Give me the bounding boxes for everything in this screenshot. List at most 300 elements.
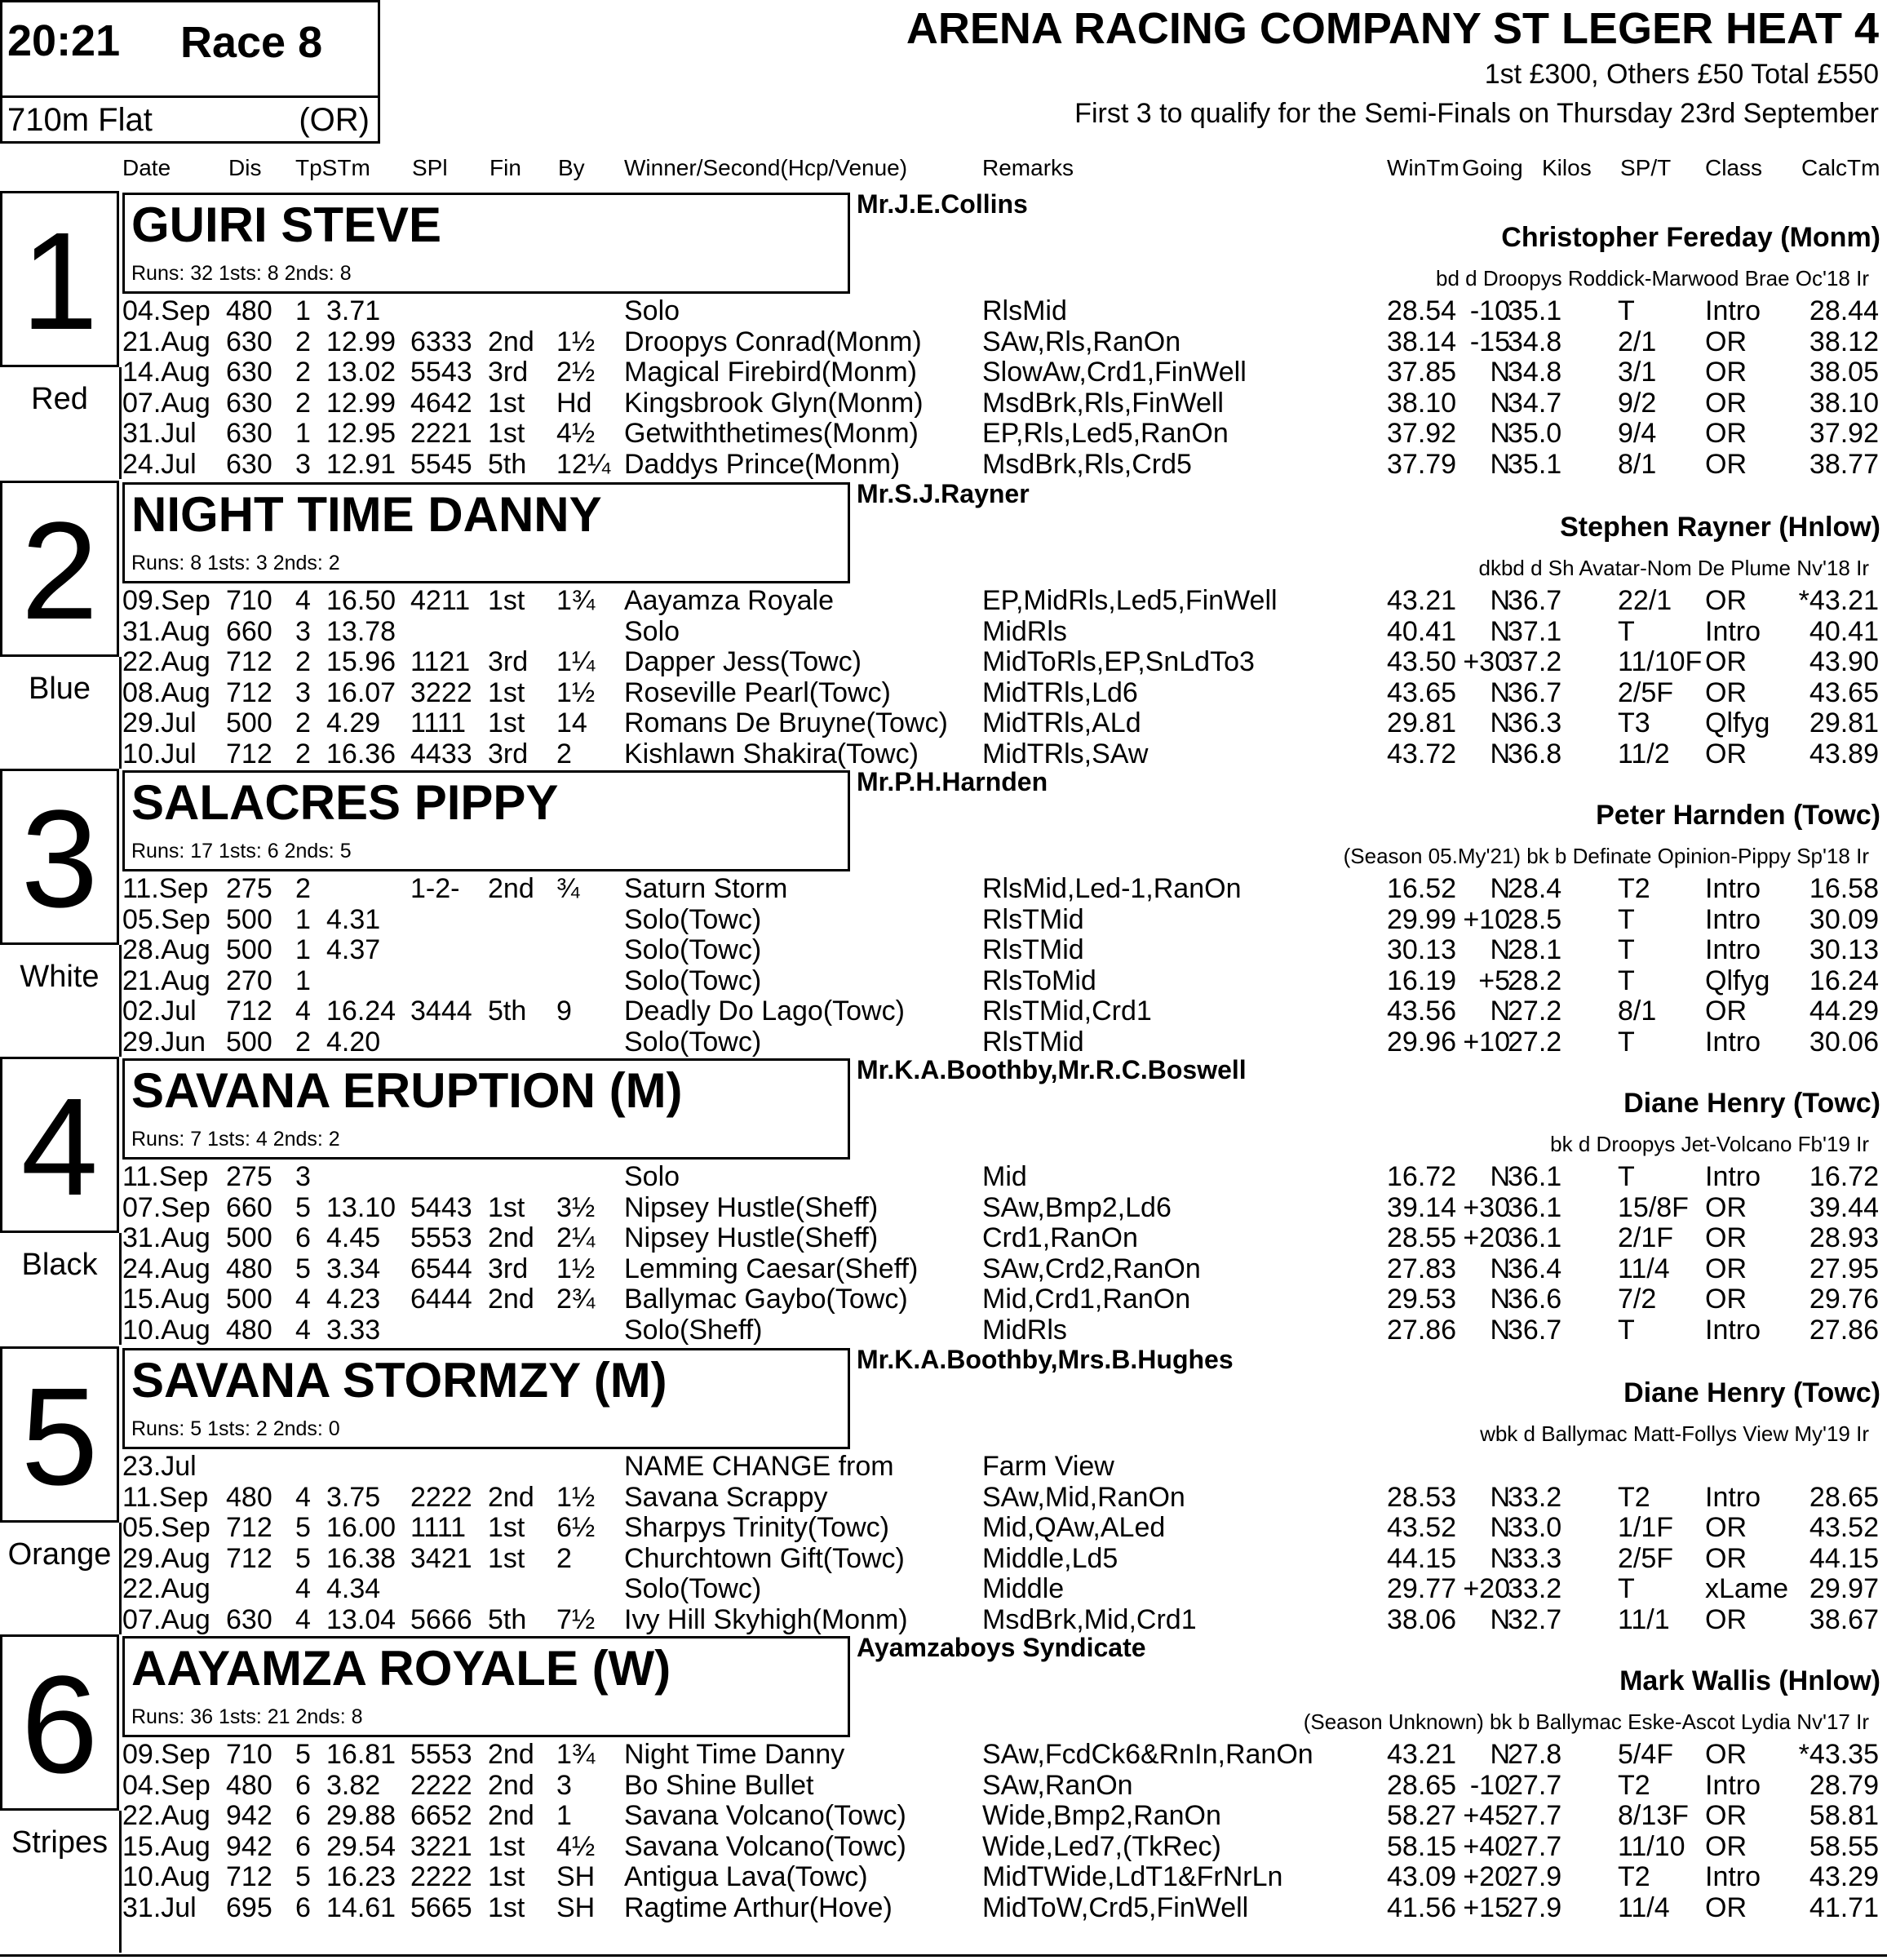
form-fin: 2nd	[488, 326, 534, 357]
form-class: OR	[1705, 1542, 1747, 1574]
form-calc: 29.81	[1809, 707, 1879, 739]
form-tp: 4	[295, 1573, 311, 1605]
form-calc: 16.58	[1809, 873, 1879, 904]
owner-name: Mr.S.J.Rayner	[857, 479, 1030, 508]
form-row	[0, 1315, 1887, 1346]
form-by: 1¾	[556, 1739, 596, 1770]
form-winner: Nipsey Hustle(Sheff)	[624, 1222, 879, 1254]
form-class: OR	[1705, 738, 1747, 769]
form-kilos: 27.7	[1508, 1800, 1562, 1832]
form-date: 09.Sep	[122, 1739, 210, 1770]
form-calc: 40.41	[1809, 615, 1879, 647]
form-dis: 712	[226, 738, 272, 769]
form-spl: 5543	[410, 357, 472, 388]
form-date: 04.Sep	[122, 295, 210, 326]
form-wintm: 39.14	[1387, 1191, 1457, 1223]
form-by: 1¾	[556, 585, 596, 616]
form-class: Intro	[1705, 1161, 1761, 1192]
form-fin: 3rd	[488, 646, 529, 678]
col-going: Going	[1462, 155, 1523, 180]
form-by: Hd	[556, 387, 592, 419]
form-remarks: MidRls	[982, 615, 1067, 647]
form-wintm: 27.83	[1387, 1253, 1457, 1284]
form-row	[0, 1861, 1887, 1892]
form-row	[0, 1831, 1887, 1862]
form-fin: 1st	[488, 1892, 525, 1923]
form-wintm: 43.65	[1387, 676, 1457, 708]
form-kilos: 36.7	[1508, 1315, 1562, 1346]
form-row	[0, 1027, 1887, 1058]
form-kilos: 37.2	[1508, 646, 1562, 678]
form-class: Intro	[1705, 903, 1761, 935]
form-stm: 13.78	[326, 615, 396, 647]
form-winner: Solo(Towc)	[624, 934, 762, 966]
form-stm: 3.75	[326, 1481, 381, 1513]
form-sp: T	[1618, 903, 1635, 935]
form-calc: 38.77	[1809, 449, 1879, 480]
form-date: 05.Sep	[122, 1512, 210, 1544]
form-stm: 29.54	[326, 1830, 396, 1862]
form-wintm: 40.41	[1387, 615, 1457, 647]
form-class: OR	[1705, 1739, 1747, 1770]
form-by: ¾	[556, 873, 580, 904]
form-kilos: 28.5	[1508, 903, 1562, 935]
race-number: Race 8	[180, 18, 323, 67]
form-calc: 41.71	[1809, 1892, 1879, 1923]
form-dis: 630	[226, 449, 272, 480]
col-fin: Fin	[489, 155, 521, 180]
form-dis: 500	[226, 1222, 272, 1254]
form-remarks: MidRls	[982, 1315, 1067, 1346]
form-row	[0, 934, 1887, 965]
form-dis: 270	[226, 964, 272, 996]
trainer-name: Peter Harnden (Towc)	[1596, 800, 1880, 831]
form-dis: 942	[226, 1800, 272, 1832]
trap-color-label: Stripes	[11, 1825, 109, 1860]
form-sp: T2	[1618, 1861, 1650, 1893]
form-row	[0, 738, 1887, 769]
form-tp: 5	[295, 1253, 311, 1284]
runs-summary: Runs: 8 1sts: 3 2nds: 2	[131, 552, 340, 574]
form-sp: 11/10F	[1618, 646, 1703, 678]
form-sp: T	[1618, 964, 1635, 996]
form-going: N	[1490, 996, 1510, 1027]
trap-color-label: White	[20, 960, 100, 994]
form-remarks: Mid,QAw,ALed	[982, 1512, 1166, 1544]
form-wintm: 28.53	[1387, 1481, 1457, 1513]
form-sp: 2/1F	[1618, 1222, 1674, 1254]
form-date: 22.Aug	[122, 646, 210, 678]
form-remarks: SlowAw,Crd1,FinWell	[982, 357, 1247, 388]
form-tp: 4	[295, 996, 311, 1027]
form-row	[0, 1512, 1887, 1543]
form-tp: 5	[295, 1861, 311, 1893]
runs-summary: Runs: 17 1sts: 6 2nds: 5	[131, 840, 352, 862]
form-spl: 4642	[410, 387, 472, 419]
form-going: N	[1490, 738, 1510, 769]
form-remarks: EP,MidRls,Led5,FinWell	[982, 585, 1278, 616]
form-fin: 5th	[488, 1604, 527, 1635]
form-date: 07.Aug	[122, 1604, 210, 1635]
form-date: 29.Aug	[122, 1542, 210, 1574]
breeding-line: bd d Droopys Roddick-Marwood Brae Oc'18 Ir	[1436, 266, 1869, 290]
form-wintm: 29.77	[1387, 1573, 1457, 1605]
form-fin: 2nd	[488, 1800, 534, 1832]
form-row	[0, 1604, 1887, 1635]
form-stm: 13.02	[326, 357, 396, 388]
form-by: 4½	[556, 1830, 596, 1862]
form-remarks: SAw,Rls,RanOn	[982, 326, 1181, 357]
form-class: OR	[1705, 1253, 1747, 1284]
form-going: N	[1490, 1604, 1510, 1635]
form-date: 31.Aug	[122, 615, 210, 647]
form-spl: 1111	[410, 707, 467, 739]
page-bottom-rule	[0, 1954, 1887, 1957]
form-class: Intro	[1705, 1481, 1761, 1513]
breeding-line: dkbd d Sh Avatar-Nom De Plume Nv'18 Ir	[1478, 556, 1869, 580]
form-calc: 28.65	[1809, 1481, 1879, 1513]
form-row	[0, 1451, 1887, 1482]
form-class: OR	[1705, 1222, 1747, 1254]
form-date: 31.Aug	[122, 1222, 210, 1254]
form-winner: Daddys Prince(Monm)	[624, 449, 901, 480]
form-kilos: 27.9	[1508, 1892, 1562, 1923]
form-spl: 2222	[410, 1481, 472, 1513]
form-by: 2	[556, 1542, 572, 1574]
form-calc: *43.21	[1798, 585, 1879, 616]
form-wintm: 43.21	[1387, 585, 1457, 616]
form-wintm: 43.56	[1387, 996, 1457, 1027]
form-date: 11.Sep	[122, 1161, 209, 1192]
form-date: 10.Aug	[122, 1315, 210, 1346]
form-tp: 6	[295, 1830, 311, 1862]
form-going: +5	[1478, 964, 1510, 996]
trainer-name: Diane Henry (Towc)	[1623, 1377, 1880, 1408]
form-calc: 43.90	[1809, 646, 1879, 678]
form-dis: 712	[226, 646, 272, 678]
form-wintm: 43.72	[1387, 738, 1457, 769]
form-spl: 5545	[410, 449, 472, 480]
form-class: Intro	[1705, 1861, 1761, 1893]
form-fin: 3rd	[488, 1253, 529, 1284]
form-date: 21.Aug	[122, 326, 210, 357]
form-remarks: RlsTMid	[982, 903, 1084, 935]
form-date: 15.Aug	[122, 1284, 210, 1315]
form-going: +30	[1463, 646, 1510, 678]
form-wintm: 29.96	[1387, 1027, 1457, 1058]
form-dis: 942	[226, 1830, 272, 1862]
form-stm: 13.04	[326, 1604, 396, 1635]
form-spl: 3421	[410, 1542, 472, 1574]
form-date: 22.Aug	[122, 1800, 210, 1832]
form-fin: 3rd	[488, 357, 529, 388]
form-remarks: MidTRls,Ld6	[982, 676, 1138, 708]
form-dis: 712	[226, 996, 272, 1027]
form-stm: 16.24	[326, 996, 396, 1027]
form-calc: 16.24	[1809, 964, 1879, 996]
form-remarks: MidTWide,LdT1&FrNrLn	[982, 1861, 1283, 1893]
form-calc: 16.72	[1809, 1161, 1879, 1192]
form-tp: 6	[295, 1769, 311, 1801]
form-going: N	[1490, 1284, 1510, 1315]
form-class: OR	[1705, 1191, 1747, 1223]
form-going: +20	[1463, 1573, 1510, 1605]
form-winner: Lemming Caesar(Sheff)	[624, 1253, 919, 1284]
form-kilos: 28.1	[1508, 934, 1562, 966]
dog-name: SAVANA ERUPTION (M)	[131, 1063, 683, 1118]
form-stm: 14.61	[326, 1892, 396, 1923]
form-row	[0, 1161, 1887, 1192]
form-dis: 660	[226, 1191, 272, 1223]
form-kilos: 36.1	[1508, 1161, 1562, 1192]
form-dis: 275	[226, 1161, 272, 1192]
form-remarks: SAw,FcdCk6&RnIn,RanOn	[982, 1739, 1313, 1770]
form-dis: 630	[226, 1604, 272, 1635]
form-winner: Roseville Pearl(Towc)	[624, 676, 891, 708]
form-class: OR	[1705, 357, 1747, 388]
form-remarks: Wide,Led7,(TkRec)	[982, 1830, 1221, 1862]
form-sp: T2	[1618, 1481, 1650, 1513]
form-going: -10	[1469, 295, 1510, 326]
form-wintm: 37.79	[1387, 449, 1457, 480]
form-class: OR	[1705, 676, 1747, 708]
form-kilos: 27.2	[1508, 1027, 1562, 1058]
form-calc: 38.12	[1809, 326, 1879, 357]
form-wintm: 29.53	[1387, 1284, 1457, 1315]
form-kilos: 27.9	[1508, 1861, 1562, 1893]
form-tp: 3	[295, 449, 311, 480]
form-spl: 6444	[410, 1284, 472, 1315]
form-remarks: RlsMid	[982, 295, 1067, 326]
form-sp: 7/2	[1618, 1284, 1657, 1315]
form-row	[0, 449, 1887, 480]
trap-color-label: Red	[31, 382, 88, 416]
form-winner: NAME CHANGE from	[624, 1451, 894, 1482]
form-stm: 16.00	[326, 1512, 396, 1544]
form-tp: 2	[295, 707, 311, 739]
form-kilos: 28.2	[1508, 964, 1562, 996]
form-dis: 480	[226, 1769, 272, 1801]
form-class: OR	[1705, 418, 1747, 450]
form-kilos: 36.3	[1508, 707, 1562, 739]
form-sp: 11/4	[1618, 1253, 1670, 1284]
form-wintm: 30.13	[1387, 934, 1457, 966]
form-class: OR	[1705, 449, 1747, 480]
form-date: 08.Aug	[122, 676, 210, 708]
form-by: 1½	[556, 1481, 596, 1513]
form-dis: 630	[226, 357, 272, 388]
form-stm: 16.36	[326, 738, 396, 769]
form-stm: 12.91	[326, 449, 396, 480]
form-by: 1	[556, 1800, 572, 1832]
form-sp: T2	[1618, 1769, 1650, 1801]
form-sp: T	[1618, 1161, 1635, 1192]
form-dis: 480	[226, 1481, 272, 1513]
form-wintm: 27.86	[1387, 1315, 1457, 1346]
race-time: 20:21	[7, 16, 121, 65]
form-spl: 4211	[410, 585, 471, 616]
form-winner: Bo Shine Bullet	[624, 1769, 814, 1801]
form-row	[0, 904, 1887, 935]
form-fin: 1st	[488, 707, 525, 739]
form-row	[0, 1253, 1887, 1284]
form-spl: 3221	[410, 1830, 472, 1862]
form-dis: 500	[226, 934, 272, 966]
form-sp: 5/4F	[1618, 1739, 1674, 1770]
form-row	[0, 1770, 1887, 1801]
form-date: 29.Jul	[122, 707, 197, 739]
form-row	[0, 295, 1887, 326]
form-wintm: 43.52	[1387, 1512, 1457, 1544]
form-tp: 4	[295, 1315, 311, 1346]
owner-name: Ayamzaboys Syndicate	[857, 1633, 1146, 1662]
form-going: +10	[1463, 903, 1510, 935]
form-spl: 5553	[410, 1739, 472, 1770]
col-date: Date	[122, 155, 171, 180]
form-going: N	[1490, 934, 1510, 966]
form-date: 04.Sep	[122, 1769, 210, 1801]
form-kilos: 33.0	[1508, 1512, 1562, 1544]
col-sp: SP/T	[1620, 155, 1672, 180]
form-dis: 630	[226, 387, 272, 419]
form-kilos: 35.1	[1508, 295, 1562, 326]
form-stm: 4.31	[326, 903, 381, 935]
form-stm: 4.29	[326, 707, 381, 739]
form-fin: 1st	[488, 585, 525, 616]
trainer-name: Christopher Fereday (Monm)	[1501, 222, 1880, 253]
col-tpstm: TpSTm	[295, 155, 370, 180]
form-going: N	[1490, 1315, 1510, 1346]
form-winner: Kishlawn Shakira(Towc)	[624, 738, 919, 769]
form-winner: Droopys Conrad(Monm)	[624, 326, 922, 357]
form-sp: 2/5F	[1618, 1542, 1674, 1574]
form-tp: 2	[295, 387, 311, 419]
form-remarks: MidTRls,ALd	[982, 707, 1141, 739]
form-winner: Solo(Sheff)	[624, 1315, 763, 1346]
form-going: +15	[1463, 1892, 1510, 1923]
form-stm: 12.99	[326, 387, 396, 419]
form-fin: 2nd	[488, 1739, 534, 1770]
form-sp: 2/1	[1618, 326, 1657, 357]
form-remarks: RlsToMid	[982, 964, 1096, 996]
form-sp: 11/2	[1618, 738, 1670, 769]
form-winner: Romans De Bruyne(Towc)	[624, 707, 948, 739]
form-tp: 3	[295, 676, 311, 708]
dog-name-box	[122, 1348, 850, 1449]
form-winner: Magical Firebird(Monm)	[624, 357, 917, 388]
form-remarks: Crd1,RanOn	[982, 1222, 1138, 1254]
form-sp: 3/1	[1618, 357, 1657, 388]
form-stm: 15.96	[326, 646, 396, 678]
form-row	[0, 418, 1887, 449]
form-dis: 712	[226, 1861, 272, 1893]
form-spl: 2222	[410, 1769, 472, 1801]
form-dis: 630	[226, 418, 272, 450]
form-spl: 6333	[410, 326, 472, 357]
form-tp: 6	[295, 1892, 311, 1923]
form-remarks: EP,Rls,Led5,RanOn	[982, 418, 1229, 450]
form-sp: T2	[1618, 873, 1650, 904]
form-spl: 4433	[410, 738, 472, 769]
form-wintm: 28.55	[1387, 1222, 1457, 1254]
form-stm: 3.33	[326, 1315, 381, 1346]
form-sp: T3	[1618, 707, 1650, 739]
form-remarks: SAw,Mid,RanOn	[982, 1481, 1185, 1513]
form-row	[0, 616, 1887, 647]
form-winner: Ivy Hill Skyhigh(Monm)	[624, 1604, 908, 1635]
form-wintm: 38.10	[1387, 387, 1457, 419]
form-calc: 28.44	[1809, 295, 1879, 326]
form-row	[0, 873, 1887, 904]
form-fin: 2nd	[488, 1481, 534, 1513]
form-winner: Sharpys Trinity(Towc)	[624, 1512, 889, 1544]
form-sp: 22/1	[1618, 585, 1672, 616]
col-winner: Winner/Second(Hcp/Venue)	[624, 155, 908, 180]
form-by: SH	[556, 1861, 596, 1893]
owner-name: Mr.K.A.Boothby,Mrs.B.Hughes	[857, 1345, 1234, 1374]
form-remarks: SAw,RanOn	[982, 1769, 1133, 1801]
form-spl: 5666	[410, 1604, 472, 1635]
race-note: First 3 to qualify for the Semi-Finals on Thursday 23rd September	[1074, 98, 1879, 129]
form-class: OR	[1705, 1800, 1747, 1832]
form-class: OR	[1705, 1512, 1747, 1544]
form-going: +10	[1463, 1027, 1510, 1058]
form-fin: 1st	[488, 1191, 525, 1223]
form-fin: 2nd	[488, 873, 534, 904]
form-class: OR	[1705, 996, 1747, 1027]
runs-summary: Runs: 32 1sts: 8 2nds: 8	[131, 262, 352, 285]
form-by: 6½	[556, 1512, 596, 1544]
dog-name: SALACRES PIPPY	[131, 775, 559, 830]
form-calc: 44.29	[1809, 996, 1879, 1027]
form-winner: Dapper Jess(Towc)	[624, 646, 862, 678]
form-spl: 2222	[410, 1861, 472, 1893]
form-dis: 480	[226, 295, 272, 326]
form-calc: 28.93	[1809, 1222, 1879, 1254]
form-remarks: RlsTMid	[982, 1027, 1084, 1058]
trap-number-box: 4	[0, 1057, 119, 1233]
form-class: Intro	[1705, 1769, 1761, 1801]
form-wintm: 37.85	[1387, 357, 1457, 388]
form-spl: 1121	[410, 646, 471, 678]
form-dis: 660	[226, 615, 272, 647]
form-calc: 43.29	[1809, 1861, 1879, 1893]
form-remarks: Wide,Bmp2,RanOn	[982, 1800, 1221, 1832]
form-calc: 29.97	[1809, 1573, 1879, 1605]
dog-name: GUIRI STEVE	[131, 197, 442, 252]
form-winner: Antigua Lava(Towc)	[624, 1861, 868, 1893]
form-date: 11.Sep	[122, 873, 209, 904]
form-fin: 5th	[488, 449, 527, 480]
form-winner: Solo(Towc)	[624, 903, 762, 935]
form-spl: 2221	[410, 418, 472, 450]
form-calc: 27.95	[1809, 1253, 1879, 1284]
trap-number-box: 1	[0, 191, 119, 367]
form-tp: 1	[295, 903, 311, 935]
form-sp: T	[1618, 615, 1635, 647]
form-tp: 3	[295, 615, 311, 647]
form-going: +40	[1463, 1830, 1510, 1862]
trainer-name: Mark Wallis (Hnlow)	[1619, 1665, 1880, 1696]
trap-color-label: Black	[21, 1248, 98, 1282]
form-dis: 695	[226, 1892, 272, 1923]
owner-name: Mr.K.A.Boothby,Mr.R.C.Boswell	[857, 1055, 1247, 1084]
form-kilos: 27.7	[1508, 1769, 1562, 1801]
form-fin: 3rd	[488, 738, 529, 769]
form-tp: 2	[295, 646, 311, 678]
form-remarks: SAw,Crd2,RanOn	[982, 1253, 1201, 1284]
dog-name-box	[122, 1058, 850, 1160]
